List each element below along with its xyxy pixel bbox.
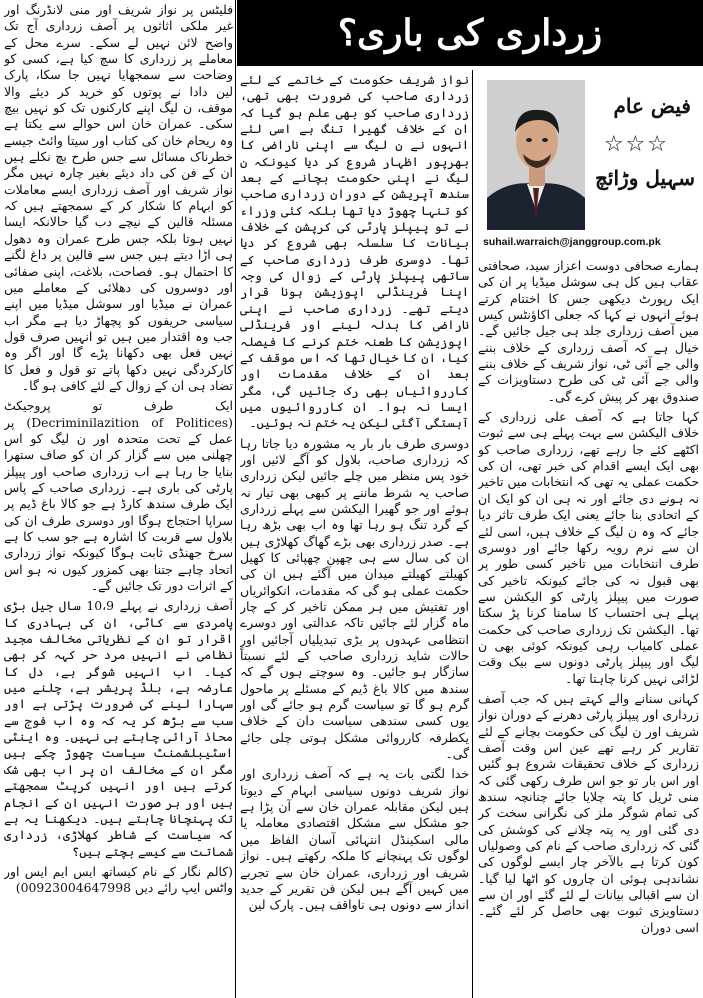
author-portrait-image bbox=[487, 80, 585, 230]
paragraph: خدا لگتی بات یہ ہے کہ آصف زرداری اور نواز شریف دونوں سیاسی ابہام کے دیوتا ہیں لیکن مقابلہ عمران خان سے آن پڑا ہے جو مشکل سے مشکل اقتصادی معاملہ یا مالی اسکینڈل انتہائی آسان الفاظ میں لوگوں تک پہنچانے کا ملکہ رکھتے ہیں۔ نواز شریف اور زرداری، عمران خان سے تجربے میں کہیں آگے ہیں لیکن فن تقریر کے جدید انداز سے دونوں ہی ناواقف ہیں۔ پارک لین bbox=[240, 766, 469, 913]
paragraph: نواز شریف حکومت کے خاتمے کے لئے زرداری صاحب کی ضرورت بھی تھی، زرداری صاحب کو بھی علم ہو گیا کہ ان کے خلاف گھیرا تنگ ہے اسی لئے انہوں نے ن لیگ سے اپنی ناراضی کا بھرپور اظہار شروع کر دیا کیونکہ ن لیگ نے اپنی حکومت بچانے کے بعد سندھ آپریشن کے دوران زرداری صاحب کو تنہا چھوڑ دیا تھا بلکہ کئی وزراء نے تو پیپلز پارٹی کی کرپشن کے خلاف بیانات کا سلسلہ بھی شروع کر دیا تھا۔ دوسری طرف زرداری صاحب کے ساتھی پیپلز پارٹی کے زوال کی وجہ اپنا فرینڈلی اپوزیشن ہونا قرار دیتے تھے۔ زرداری صاحب نے اپنی ناراضی کا بدلہ لینے اور فرینڈلی اپوزیشن کا طعنہ ختم کرنے کا فیصلہ کیا، ان کا خیال تھا کہ اس موقف کے بعد ان کے خلاف مقدمات اور کارروائیاں بھی رک جائیں گی، مگر ایسا نہ ہوا۔ ان کارروائیوں میں آہستگی آگئی لیکن یہ ختم نہ ہوئیں۔ bbox=[240, 72, 469, 431]
headline-banner bbox=[237, 0, 703, 66]
article-column-left bbox=[4, 2, 233, 996]
author-photo bbox=[487, 80, 585, 230]
column-name: فیض عام bbox=[613, 94, 691, 118]
rating-stars: ☆☆☆ bbox=[603, 132, 669, 157]
column-divider bbox=[235, 0, 236, 998]
paragraph: ہمارے صحافی دوست اعزاز سید، صحافتی عقاب ہیں کل ہی سوشل میڈیا پر ان کی ایک رپورٹ دیکھی جس کا اختتام کرتے ہوئے انہوں نے کہا کہ جعلی اکاؤنٹس کیس میں آصف زرداری جلد ہی جیل جائیں گے۔ خیال ہے کہ آصف زرداری کے خلاف بننے والی جے آئی ٹی، نواز شریف کے خلاف بننے والی جے آئی ٹی کی طرح دستاویزات کے صندوق بھر کر پیش کرے گی۔ bbox=[478, 258, 699, 404]
paragraph: فلیٹس پر نواز شریف اور منی لانڈرنگ اور غیر ملکی اثاثوں پر آصف زرداری آج تک واضح لائن نہیں لے سکے۔ سرے محل کے معاملے پر زرداری کا سچ کیا ہے، کسی کو وضاحت سے سمجھایا نہیں جا سکا، پارک لین دادا نے پوتوں کو خرید کر دیئے والا موقف، ن لیگ اپنے کارکنوں تک کو نہیں بیچ سکی۔ عمران خان اس حوالے سے یکتا ہے وہ ریحام خان کی کتاب اور سیتا وائٹ جیسے خطرناک مسائل سے جس طرح بچ نکلے ہیں ان کے فن کی داد دیئے بغیر چارہ نہیں مگر نواز شریف اور آصف زرداری ایسے معاملات کو ابہام کا شکار کر کے سمجھتے ہیں کہ مسئلہ قالین کے نیچے دب گیا حالانکہ ایسا نہیں ہوتا بلکہ جس طرح عمران وہ دھول ہی اڑا دیتے ہیں جس سے قالین پر داغ لگنے کا احتمال ہو۔ فصاحت، بلاغت، اپنی صفائی اور دوسروں کی دھلائی کے معاملے میں عمران نے میڈیا اور سوشل میڈیا میں اپنے سیاسی حریفوں کو پچھاڑ دیا ہے مگر اب جب وہ اقتدار میں ہیں تو انہیں صرف قول نہیں فعل بھی دکھانا پڑے گا اور اگر وہ کارکردگی نہیں دکھا پاتے تو قول و فعل کا تضاد ہی ان کے زوال کے لئے کافی ہو گا۔ bbox=[4, 2, 233, 393]
column-divider bbox=[472, 70, 473, 998]
paragraph: کہانی سنانے والے کہتے ہیں کہ جب آصف زرداری اور پیپلز پارٹی دھرنے کے دوران نواز شریف اور ن لیگ کی حکومت بچانے کے لئے تقاریر کر رہے تھے عین اس وقت آصف زرداری کے خلاف تحقیقات شروع ہو گئیں اور اس بار تو جو اس طرف رکھی گئی کہ منی ٹریل کا پتہ چلایا جائے چنانچہ سندھ کی تمام شوگر ملز کی نگرانی سخت کر دی گئی اور یہ پتہ چلانے کی کوشش کی گئی کہ زرداری صاحب کے نام کی وصولیاں کون کرتا ہے بالآخر چار ایسے لوگوں کی نشاندہی ہوئی ان چاروں کو اٹھا لیا گیا۔ ان سے اقبالی بیانات لے لئے گئے اور ان سے دستاویزی ثبوت بھی حاصل کر لئے گئے۔ اسی دوران bbox=[478, 690, 699, 935]
article-column-right bbox=[478, 258, 699, 996]
article-column-middle bbox=[240, 72, 469, 996]
paragraph: کہا جاتا ہے کہ آصف علی زرداری کے خلاف الیکشن سے بہت پہلے ہی سے ثبوت اکٹھے کئے جا رہے تھے، زرداری صاحب کو بھی ایک ایسے اقدام کی خبر تھی، ان کی حکمت عملی یہ تھی کہ انتخابات میں تاخیر نہ ہونے دی جائے اور نہ ہی ان کو ایک ان کے اتحادی بنا جائے یعنی ایک طرف تاثر دیا جائے کہ وہ ن لیگ کے خلاف ہیں، اسی لئے ان سے نرم رویہ رکھا جائے اور دوسری طرف انتخابات میں تاخیر کسی طور پر بھی قبول نہ کی جائے کیونکہ تاخیر کی صورت میں پیپلز پارٹی کو الیکشن سے پہلے ہی احتساب کا سامنا کرنا پڑ سکتا تھا۔ الیکشن تک زرداری صاحب کی حکمت عملی کامیاب رہی کیونکہ کوئی بھی ن لیگ اور پیپلز پارٹی دونوں سے بیک وقت لڑائی نہیں کرنا چاہتا تھا۔ bbox=[478, 409, 699, 686]
author-email: suhail.warraich@janggroup.com.pk bbox=[483, 236, 661, 248]
contact-footer: (کالم نگار کے نام کیساتھ ایس ایم ایس اور واٹس ایپ رائے دیں 00923004647998) bbox=[4, 863, 233, 896]
headline: زرداری کی باری؟ bbox=[337, 12, 603, 54]
author-byline bbox=[477, 78, 699, 253]
paragraph: آصف زرداری نے پہلے 10،9 سال جیل بڑی پامردی سے کاٹی، ان کی بہادری کا اقرار تو ان کے نظریاتی مخالف مجید نظامی نے انہیں مرد حر کہہ کر بھی کیا۔ اب انہیں شوگر ہے، دل کا عارضہ ہے، بلڈ پریشر ہے، چلنے میں سہارا لینے کی ضرورت پڑتی ہے اور سب سے بڑھ کر یہ کہ وہ اب فوج سے محاذ آرائی چاہتے ہی نہیں۔ وہ اینٹی اسٹیبلشمنٹ سیاست چھوڑ چکے ہیں مگر ان کے مخالف ان پر اب بھی شک کرتے ہیں اور انہیں کرپٹ سمجھتے ہیں اور ہر صورت انہیں ان کے انجام تک پہنچانا چاہتے ہیں۔ دیکھنا یہ ہے کہ سیاست کے شاطر کھلاڑی، زرداری شماتت سے کیسے بچتے ہیں؟ bbox=[4, 598, 233, 859]
paragraph: ایک طرف تو پروجیکٹ (Decriminilazition of Politices) پر عمل کے تحت متحدہ اور ن لیگ کو اس چھلنی میں سے گزار کر ان کو صاف ستھرا بنایا جا رہا ہے اب زرداری صاحب اور پیپلز پارٹی کی باری ہے۔ زرداری صاحب کے پاس ایک طرف سندھ کارڈ ہے جو کالا باغ ڈیم پر سراپا احتجاج ہوگا اور دوسری طرف ان کی بلاول سے قربت کا اشارہ ہے جو سب کا ہے سرخ جھنڈی ثابت ہوگا کیونکہ نواز زرداری اتحاد چاہے جتنا بھی کمزور کیوں نہ ہو اس کے اثرات دور تک جائیں گے۔ bbox=[4, 398, 233, 594]
author-name: سہیل وڑائچ bbox=[595, 166, 695, 190]
paragraph: دوسری طرف بار بار یہ مشورہ دیا جاتا رہا کہ زرداری صاحب، بلاول کو آگے لائیں اور خود پس منظر میں چلے جائیں لیکن زرداری صاحب یہ شرط ماننے پر کبھی بھی تیار نہ ہوئے اور جو گھیرا الیکشن سے پہلے زرداری کے گرد تنگ ہو رہا تھا وہ اب بھی بڑھ رہا ہے۔ صدر زرداری بھی بڑے گھاگ کھلاڑی ہیں ان کی سال سے ہی چھپن چھپائی کا کھیل کھیلتے کھیلتے میدان میں آگئے ہیں ان کی حکمت عملی ہو گی کہ مقدمات، انکوائریاں اور تفتیش میں ہر ممکن تاخیر کر کے چار ماہ گزار لئے جائیں تاکہ عدالتی اور دوسرے انتظامی عہدوں پر بڑی تبدیلیاں آجائیں اور حالات شاید زرداری صاحب کے لئے نسبتاً سازگار ہو جائیں۔ وہ سوچتے ہوں گے کہ سندھ میں کالا باغ ڈیم کے مسئلے پر ماحول گرم ہو گا تو سیاست گرم ہو جائے گی اور یوں کسی سندھی سیاست دان کے خلاف یکطرفہ کارروائی مشکل ہوتی چلی جائے گی۔ bbox=[240, 435, 469, 762]
